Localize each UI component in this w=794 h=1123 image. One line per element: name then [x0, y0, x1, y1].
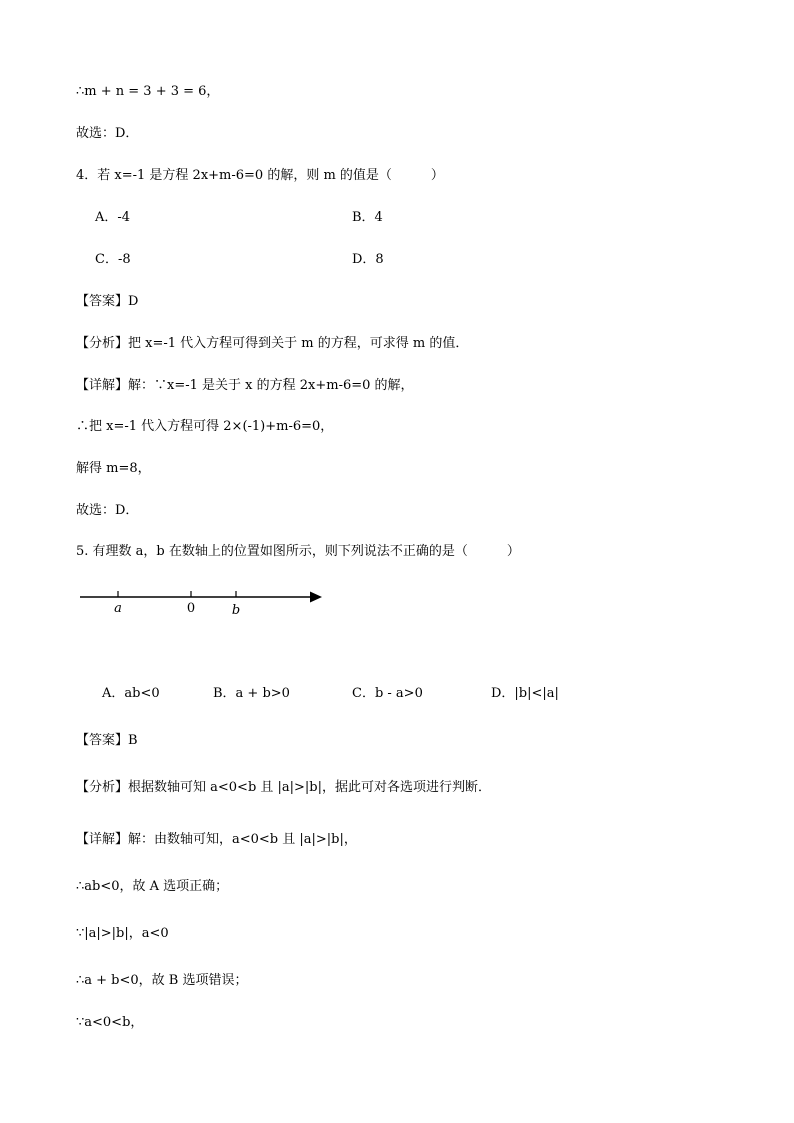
q5-detail: 【详解】解：由数轴可知，a<0<b 且 |a|>|b|， [76, 832, 357, 847]
question-4: 4．若 x=-1 是方程 2x+m-6=0 的解，则 m 的值是（ ） [76, 168, 444, 183]
label-b: b [231, 603, 241, 618]
q4-answer: 【答案】D [76, 294, 139, 309]
q5-option-c: C．b - a>0 [352, 686, 423, 701]
q5-step: ∴a + b<0，故 B 选项错误； [76, 973, 248, 988]
q5-option-d: D．|b|<|a| [491, 686, 559, 701]
text-line: 故选：D． [76, 126, 139, 141]
q4-option-b: B．4 [352, 210, 383, 225]
q4-choose: 故选：D． [76, 503, 139, 518]
q4-step: 解得 m=8， [76, 461, 151, 476]
q5-step: ∵|a|>|b|，a<0 [76, 926, 169, 941]
question-5: 5. 有理数 a，b 在数轴上的位置如图所示，则下列说法不正确的是（ ） [76, 544, 520, 559]
q4-analysis: 【分析】把 x=-1 代入方程可得到关于 m 的方程，可求得 m 的值． [76, 336, 469, 351]
q5-answer: 【答案】B [76, 733, 138, 748]
q5-step: ∴ab<0，故 A 选项正确； [76, 879, 229, 894]
text-line: ∴m + n = 3 + 3 = 6， [76, 84, 220, 99]
q5-option-a: A．ab<0 [102, 686, 160, 701]
q4-option-a: A．-4 [95, 210, 131, 225]
q4-option-d: D．8 [352, 252, 384, 267]
number-line-diagram [76, 584, 336, 620]
label-zero: 0 [186, 601, 196, 616]
label-a: a [114, 601, 122, 616]
q4-detail: 【详解】解：∵x=-1 是关于 x 的方程 2x+m-6=0 的解， [76, 378, 414, 393]
q5-option-b: B．a + b>0 [213, 686, 290, 701]
q4-option-c: C．-8 [95, 252, 131, 267]
axis-arrow [310, 592, 322, 603]
q5-step: ∵a<0<b， [76, 1015, 144, 1030]
q5-analysis: 【分析】根据数轴可知 a<0<b 且 |a|>|b|，据此可对各选项进行判断． [76, 780, 492, 795]
q4-step: ∴把 x=-1 代入方程可得 2×(-1)+m-6=0， [76, 419, 334, 434]
